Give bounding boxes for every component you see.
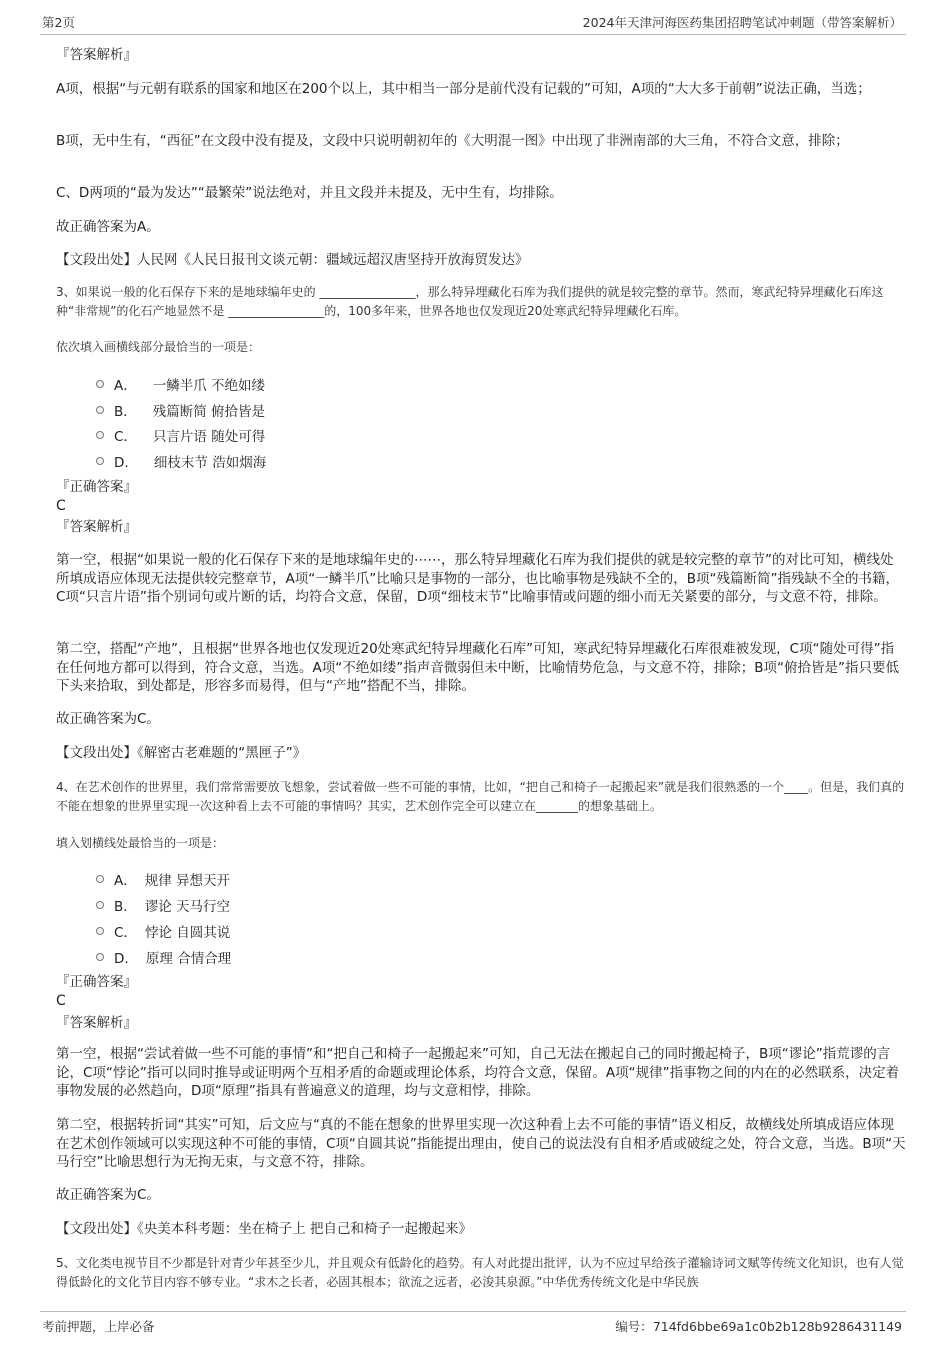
q3-option-b-letter: B． — [114, 404, 137, 420]
q3-option-a-letter: A． — [114, 378, 137, 394]
radio-icon[interactable] — [96, 457, 104, 465]
q3-analysis-label: 『答案解析』 — [56, 519, 137, 535]
document-id: 编号：714fd6bbe69a1c0b2b128b9286431149 — [615, 1319, 902, 1334]
footer-slogan: 考前押题，上岸必备 — [42, 1319, 155, 1334]
q3-option-d-text: 细枝末节 浩如烟海 — [153, 455, 267, 471]
page-footer — [40, 1311, 906, 1336]
q4-correct-answer: C — [56, 993, 66, 1009]
q3-correct-label: 『正确答案』 — [56, 479, 137, 495]
q4-option-a-letter: A． — [114, 873, 137, 889]
q4-analysis-label: 『答案解析』 — [56, 1015, 137, 1031]
q4-option-d[interactable] — [96, 947, 231, 967]
q3-correct-answer: C — [56, 498, 66, 514]
radio-icon[interactable] — [96, 431, 104, 439]
q2-analysis-label: 『答案解析』 — [56, 47, 137, 63]
q4-analysis-2: 第二空，根据转折词“其实”可知，后文应与“真的不能在想象的世界里实现一次这种看上去不可能的事情”语义相反，故横线处所填成语应体现在艺术创作领域可以实现这种不可能的事情，C项“自圆其说”指能提出理由，使自己的说法没有自相矛盾或破绽之处，符合文意，当选。B项“天马行空”比喻思想行为无拘无束，与文意不符，排除。 — [56, 1117, 906, 1170]
q4-conclusion: 故正确答案为C。 — [56, 1187, 160, 1203]
q4-option-d-letter: D． — [114, 951, 138, 967]
q4-option-b[interactable] — [96, 895, 230, 915]
radio-icon[interactable] — [96, 953, 104, 961]
radio-icon[interactable] — [96, 406, 104, 414]
q4-option-c[interactable] — [96, 921, 230, 941]
q3-prompt: 依次填入画横线部分最恰当的一项是： — [56, 340, 261, 354]
q3-option-d-letter: D． — [114, 455, 138, 471]
q4-option-c-letter: C． — [114, 925, 137, 941]
radio-icon[interactable] — [96, 901, 104, 909]
q3-option-c-text: 只言片语 随处可得 — [152, 429, 266, 445]
q3-option-c[interactable] — [96, 425, 265, 445]
q3-option-b[interactable] — [96, 400, 265, 420]
q2-conclusion: 故正确答案为A。 — [56, 219, 160, 235]
q2-source: 【文段出处】人民网《人民日报刊文谈元朝：疆域远超汉唐坚持开放海贸发达》 — [56, 252, 529, 268]
q4-option-b-letter: B． — [114, 899, 137, 915]
q2-analysis-b: B项，无中生有，“西征”在文段中没有提及，文段中只说明朝初年的《大明混一图》中出现了非洲南部的大三角，不符合文意，排除； — [56, 133, 849, 149]
q3-option-c-letter: C． — [114, 429, 137, 445]
q2-analysis-a: A项，根据“与元朝有联系的国家和地区在200个以上，其中相当一部分是前代没有记载的”可知，A项的“大大多于前朝”说法正确，当选； — [56, 81, 871, 97]
q3-option-a[interactable] — [96, 374, 265, 394]
q5-question: 5、文化类电视节目不少都是针对青少年甚至少儿，并且观众有低龄化的趋势。有人对此提出批评，认为不应过早给孩子灌输诗词文赋等传统文化知识，也有人觉得低龄化的文化节目内容不够专业。“求木之长者，必固其根本；欲流之远者，必浚其泉源。”中华优秀传统文化是中华民族 — [56, 1256, 904, 1289]
q4-question: 4、在艺术创作的世界里，我们常常需要放飞想象，尝试着做一些不可能的事情，比如，“把自己和椅子一起搬起来”就是我们很熟悉的一个____。但是，我们真的不能在想象的世界里实现一次这种看上去不可能的事情吗？其实，艺术创作完全可以建立在_______的想象基础上。 — [56, 780, 905, 813]
q4-option-d-text: 原理 合情合理 — [145, 951, 232, 967]
q4-option-b-text: 谬论 天马行空 — [144, 899, 231, 915]
q4-option-a[interactable] — [96, 869, 230, 889]
radio-icon[interactable] — [96, 927, 104, 935]
q3-analysis-1: 第一空，根据“如果说一般的化石保存下来的是地球编年史的⋯⋯，那么特异埋藏化石库为我们提供的就是较完整的章节”的对比可知，横线处所填成语应体现无法提供较完整章节，A项“一鳞半爪”比喻只是事物的一部分，也比喻事物是残缺不全的，B项“残篇断简”指残缺不全的书籍，C项“只言片语”指个别词句或片断的话，均符合文意，保留，D项“细枝末节”比喻事情或问题的细小而无关紧要的部分，与文意不符，排除。 — [56, 552, 899, 605]
q4-source: 【文段出处】《央美本科考题：坐在椅子上 把自己和椅子一起搬起来》 — [56, 1221, 473, 1237]
q4-option-a-text: 规律 异想天开 — [144, 873, 231, 889]
q3-question: 3、如果说一般的化石保存下来的是地球编年史的 ________________，那么特异埋藏化石库为我们提供的就是较完整的章节。然而，寒武纪特异埋藏化石库这种“非常规”的化石产地显然不是 ________________的，100多年来，世界各地也仅发现近20处寒武纪特异埋藏化石库。 — [56, 285, 884, 318]
q3-option-a-text: 一鳞半爪 不绝如缕 — [152, 378, 266, 394]
radio-icon[interactable] — [96, 380, 104, 388]
q3-source: 【文段出处】《解密古老难题的“黑匣子”》 — [56, 745, 307, 761]
q3-conclusion: 故正确答案为C。 — [56, 711, 160, 727]
q4-option-c-text: 悖论 自圆其说 — [144, 925, 231, 941]
q3-option-d[interactable] — [96, 451, 266, 471]
document-title: 2024年天津河海医药集团招聘笔试冲刺题（带答案解析） — [582, 15, 902, 30]
q2-analysis-cd: C、D两项的“最为发达”“最繁荣”说法绝对，并且文段并未提及，无中生有，均排除。 — [56, 185, 563, 201]
q3-option-b-text: 残篇断简 俯拾皆是 — [152, 404, 266, 420]
page-number: 第2页 — [42, 15, 75, 30]
radio-icon[interactable] — [96, 875, 104, 883]
q4-prompt: 填入划横线处最恰当的一项是： — [56, 836, 225, 850]
q3-analysis-2: 第二空，搭配“产地”，且根据“世界各地也仅发现近20处寒武纪特异埋藏化石库”可知，寒武纪特异埋藏化石库很难被发现，C项“随处可得”指在任何地方都可以得到，符合文意，当选。A项“不绝如缕”指声音微弱但未中断，比喻情势危急，与文意不符，排除；B项“俯拾皆是”指只要低下头来拾取，到处都是，形容多而易得，但与“产地”搭配不当，排除。 — [56, 641, 899, 694]
q4-correct-label: 『正确答案』 — [56, 974, 137, 990]
q4-analysis-1: 第一空，根据“尝试着做一些不可能的事情”和“把自己和椅子一起搬起来”可知，自己无法在搬起自己的同时搬起椅子，B项“谬论”指荒谬的言论，C项“悖论”指可以同时推导或证明两个互相矛盾的命题或理论体系，均符合文意，保留。A项“规律”指事物之间的内在的必然联系，决定着事物发展的必然趋向，D项“原理”指具有普遍意义的道理，均与文意相悖，排除。 — [56, 1046, 900, 1099]
page-header — [40, 10, 906, 35]
